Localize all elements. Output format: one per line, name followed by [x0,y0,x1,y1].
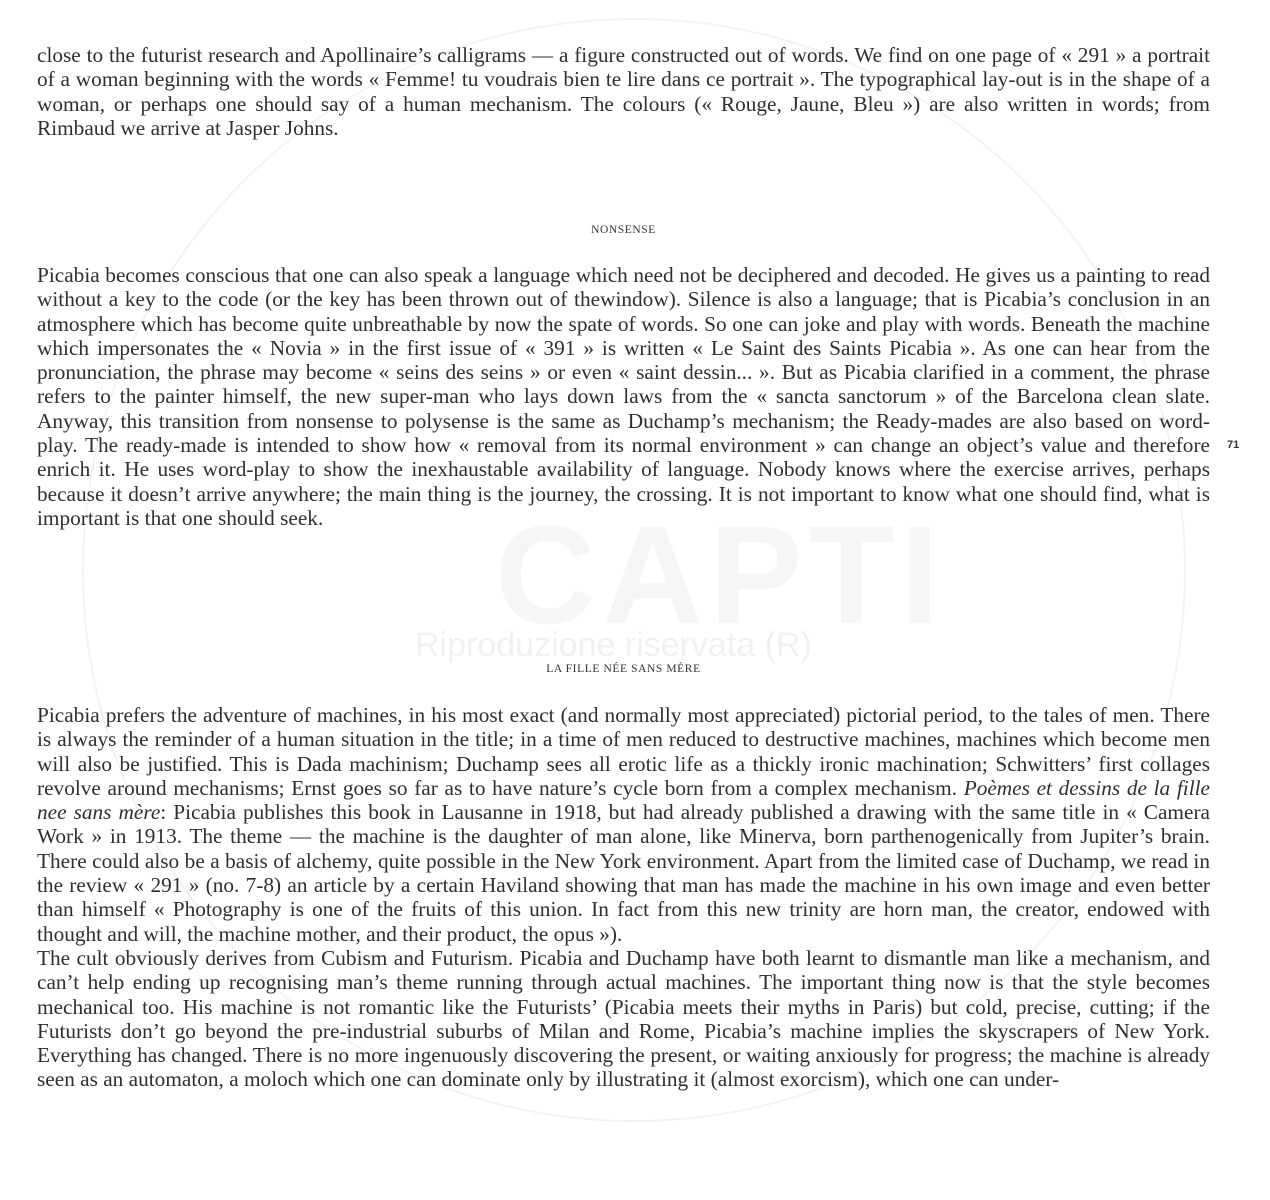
intro-section [37,43,1210,140]
section-heading-nonsense: NONSENSE [591,224,656,236]
watermark-text: Riproduzione riservata (R) [415,626,812,664]
section-heading-fille: LA FILLE NÉE SANS MÈRE [546,663,701,675]
page-number: 71 [1227,439,1240,451]
fille-paragraph-1 [37,703,1210,946]
book-title: Poèmes et dessins de la fille nee sans mère [37,775,1210,825]
fille-section [37,703,1210,1092]
fille-paragraph-2: The cult obviously derives from Cubism and Futurism. Picabia and Duchamp have both learnt to dismantle man like a mechanism, and can’t help ending up recognising man’s theme running through actual machines. The important thing now is that the style becomes mechanical too. His machine is not romantic like the Futurists’ (Picabia meets their myths in Paris) but cold, precise, cutting; if the Futurists don’t go beyond the pre-industrial suburbs of Milan and Rome, Picabia’s machine implies the skyscrapers of New York. Everything has changed. There is no more ingenuously discovering the present, or waiting anxiously for progress; the machine is already seen as an automaton, a moloch which one can dominate only by illustrating it (almost exorcism), which one can under- [37,945,1210,1092]
intro-paragraph: close to the futurist research and Apollinaire’s calligrams — a figure constructed out of words. We find on one page of « 291 » a portrait of a woman beginning with the words « Femme! tu voudrais bien te lire dans ce portrait ». The typographical lay-out is in the shape of a woman, or perhaps one should say of a human mechanism. The colours (« Rouge, Jaune, Bleu ») are also written in words; from Rimbaud we arrive at Jasper Johns. [37,43,1210,140]
nonsense-paragraph: Picabia becomes conscious that one can also speak a language which need not be deciphered and decoded. He gives us a painting to read without a key to the code (or the key has been thrown out of thewindow). Silence is also a language; that is Picabia’s conclusion in an atmosphere which has become quite unbreathable by now the spate of words. So one can joke and play with words. Beneath the machine which impersonates the « Novia » in the first issue of « 391 » is written « Le Saint des Saints Picabia ». As one can hear from the pronunciation, the phrase may become « seins des seins » or even « saint dessin... ». But as Picabia clarified in a comment, the phrase refers to the painter himself, the new super-man who lays down laws from the « sancta sanctorum » of the Barcelona clean slate. Anyway, this transition from nonsense to polysense is the same as Duchamp’s mechanism; the Ready-mades are also based on word-play. The ready-made is intended to show how « removal from its normal environment » can change an object’s value and therefore enrich it. He uses word-play to show the inexhaustable availability of language. Nobody knows where the exercise arrives, perhaps because it doesn’t arrive anywhere; the main thing is the journey, the crossing. It is not important to know what one should find, what is important is that one should seek. [37,263,1210,530]
fille-paragraph-1-start: Picabia prefers the adventure of machines, in his most exact (and normally most appreciated) pictorial period, to the tales of men. There is always the reminder of a human situation in the title; in a time of men reduced to destructive machines, machines which become men will also be justified. This is Dada machinism; Duchamp sees all erotic life as a thickly ironic machination; Schwitters’ first collages revolve around mechanisms; Ernst goes so far as to have nature’s cycle born from a complex mechanism. [37,703,1210,800]
fille-paragraph-1-end: : Picabia publishes this book in Lausanne in 1918, but had already published a drawing with the same title in « Camera Work » in 1913. The theme — the machine is the daughter of man alone, like Minerva, born parthenogenically from Jupiter’s brain. There could also be a basis of alchemy, quite possible in the New York environment. Apart from the limited case of Duchamp, we read in the review « 291 » (no. 7-8) an article by a certain Haviland showing that man has made the machine in his own image and even better than himself « Photography is one of the fruits of this union. In fact from this new trinity are horn man, the creator, endowed with thought and will, the machine mother, and their product, the opus »). [37,800,1210,946]
nonsense-section [37,263,1210,530]
